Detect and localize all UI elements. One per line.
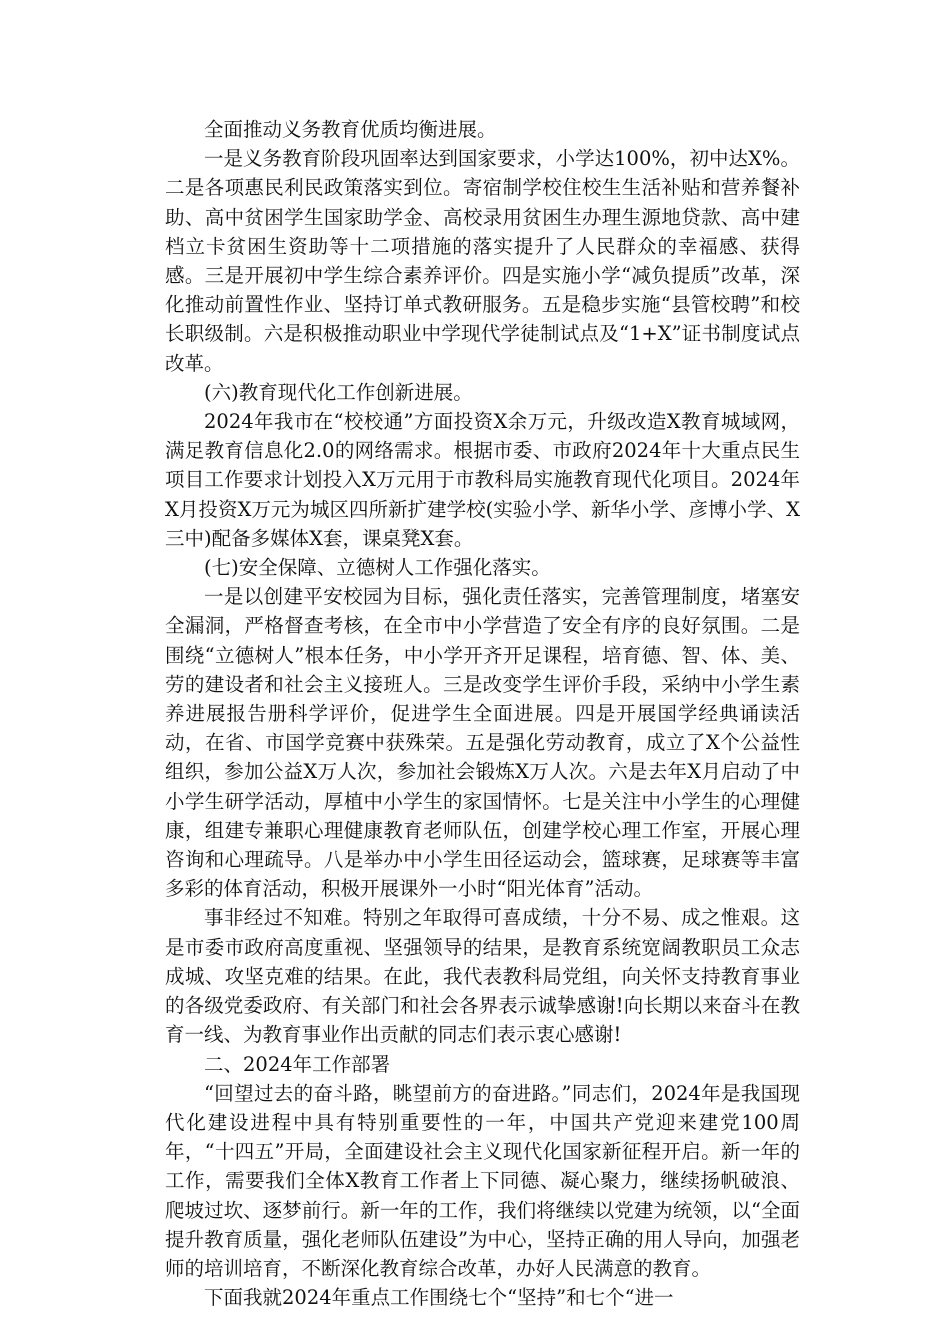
paragraph-key-work-intro: 下面我就2024年重点工作围绕七个“坚持”和七个“进一 [204, 1286, 674, 1310]
section-heading-2024-work-plan: 二、2024年工作部署 [204, 1052, 391, 1076]
paragraph-2024-outlook: “回望过去的奋斗路，眺望前方的奋进路。”同志们，2024年是我国现代化建设进程中具有特别重要性的一年，中国共产党迎来建党100周年，“十四五”开局，全面建设社会主义现代化国家新征程开启。新一年的工作，需要我们全体X教育工作者上下同德、凝心聚力，继续扬帆破浪、爬坡过坎、逐梦前行。新一年的工作，我们将继续以党建为统领，以“全面提升教育质量，强化老师队伍建设”为中心，坚持正确的用人导向，加强老师的培训培育，不断深化教育综合改革，办好人民满意的教育。 [165, 1081, 800, 1280]
paragraph-safety-details: 一是以创建平安校园为目标，强化责任落实，完善管理制度，堵塞安全漏洞，严格督查考核，在全市中小学营造了安全有序的良好氛围。二是围绕“立德树人”根本任务，中小学开齐开足课程，培育德、智、体、美、劳的建设者和社会主义接班人。三是改变学生评价手段，采纳中小学生素养进展报告册科学评价，促进学生全面进展。四是开展国学经典诵读活动，在省、市国学竞赛中获殊荣。五是强化劳动教育，成立了X个公益性组织，参加公益X万人次，参加社会锻炼X万人次。六是去年X月启动了中小学生研学活动，厚植中小学生的家国情怀。七是关注中小学生的心理健康，组建专兼职心理健康教育老师队伍，创建学校心理工作室，开展心理咨询和心理疏导。八是举办中小学生田径运动会，篮球赛，足球赛等丰富多彩的体育活动，积极开展课外一小时“阳光体育”活动。 [165, 585, 800, 901]
paragraph-thanks: 事非经过不知难。特别之年取得可喜成绩，十分不易、成之惟艰。这是市委市政府高度重视、坚强领导的结果，是教育系统宽阔教职员工众志成城、攻坚克难的结果。在此，我代表教科局党组，向关怀支持教育事业的各级党委政府、有关部门和社会各界表示诚挚感谢!向长期以来奋斗在教育一线、为教育事业作出贡献的同志们表示衷心感谢! [165, 906, 800, 1047]
document-body [165, 115, 800, 1312]
paragraph-safety-heading: (七)安全保障、立德树人工作强化落实。 [204, 556, 551, 580]
paragraph-compulsory-education-heading: 全面推动义务教育优质均衡进展。 [204, 118, 497, 141]
paragraph-modernization-heading: (六)教育现代化工作创新进展。 [204, 380, 473, 404]
paragraph-compulsory-education-details: 一是义务教育阶段巩固率达到国家要求，小学达100%，初中达X%。二是各项惠民利民政策落实到位。寄宿制学校住校生生活补贴和营养餐补助、高中贫困学生国家助学金、高校录用贫困生办理生源地贷款、高中建档立卡贫困生资助等十二项措施的落实提升了人民群众的幸福感、获得感。三是开展初中学生综合素养评价。四是实施小学“减负提质”改革，深化推动前置性作业、坚持订单式教研服务。五是稳步实施“县管校聘”和校长职级制。六是积极推动职业中学现代学徒制试点及“1+X”证书制度试点改革。 [165, 147, 800, 375]
paragraph-modernization-details: 2024年我市在“校校通”方面投资X余万元，升级改造X教育城域网，满足教育信息化2.0的网络需求。根据市委、市政府2024年十大重点民生项目工作要求计划投入X万元用于市教科局实施教育现代化项目。2024年X月投资X万元为城区四所新扩建学校(实验小学、新华小学、彦博小学、X三中)配备多媒体X套，课桌凳X套。 [165, 410, 800, 550]
